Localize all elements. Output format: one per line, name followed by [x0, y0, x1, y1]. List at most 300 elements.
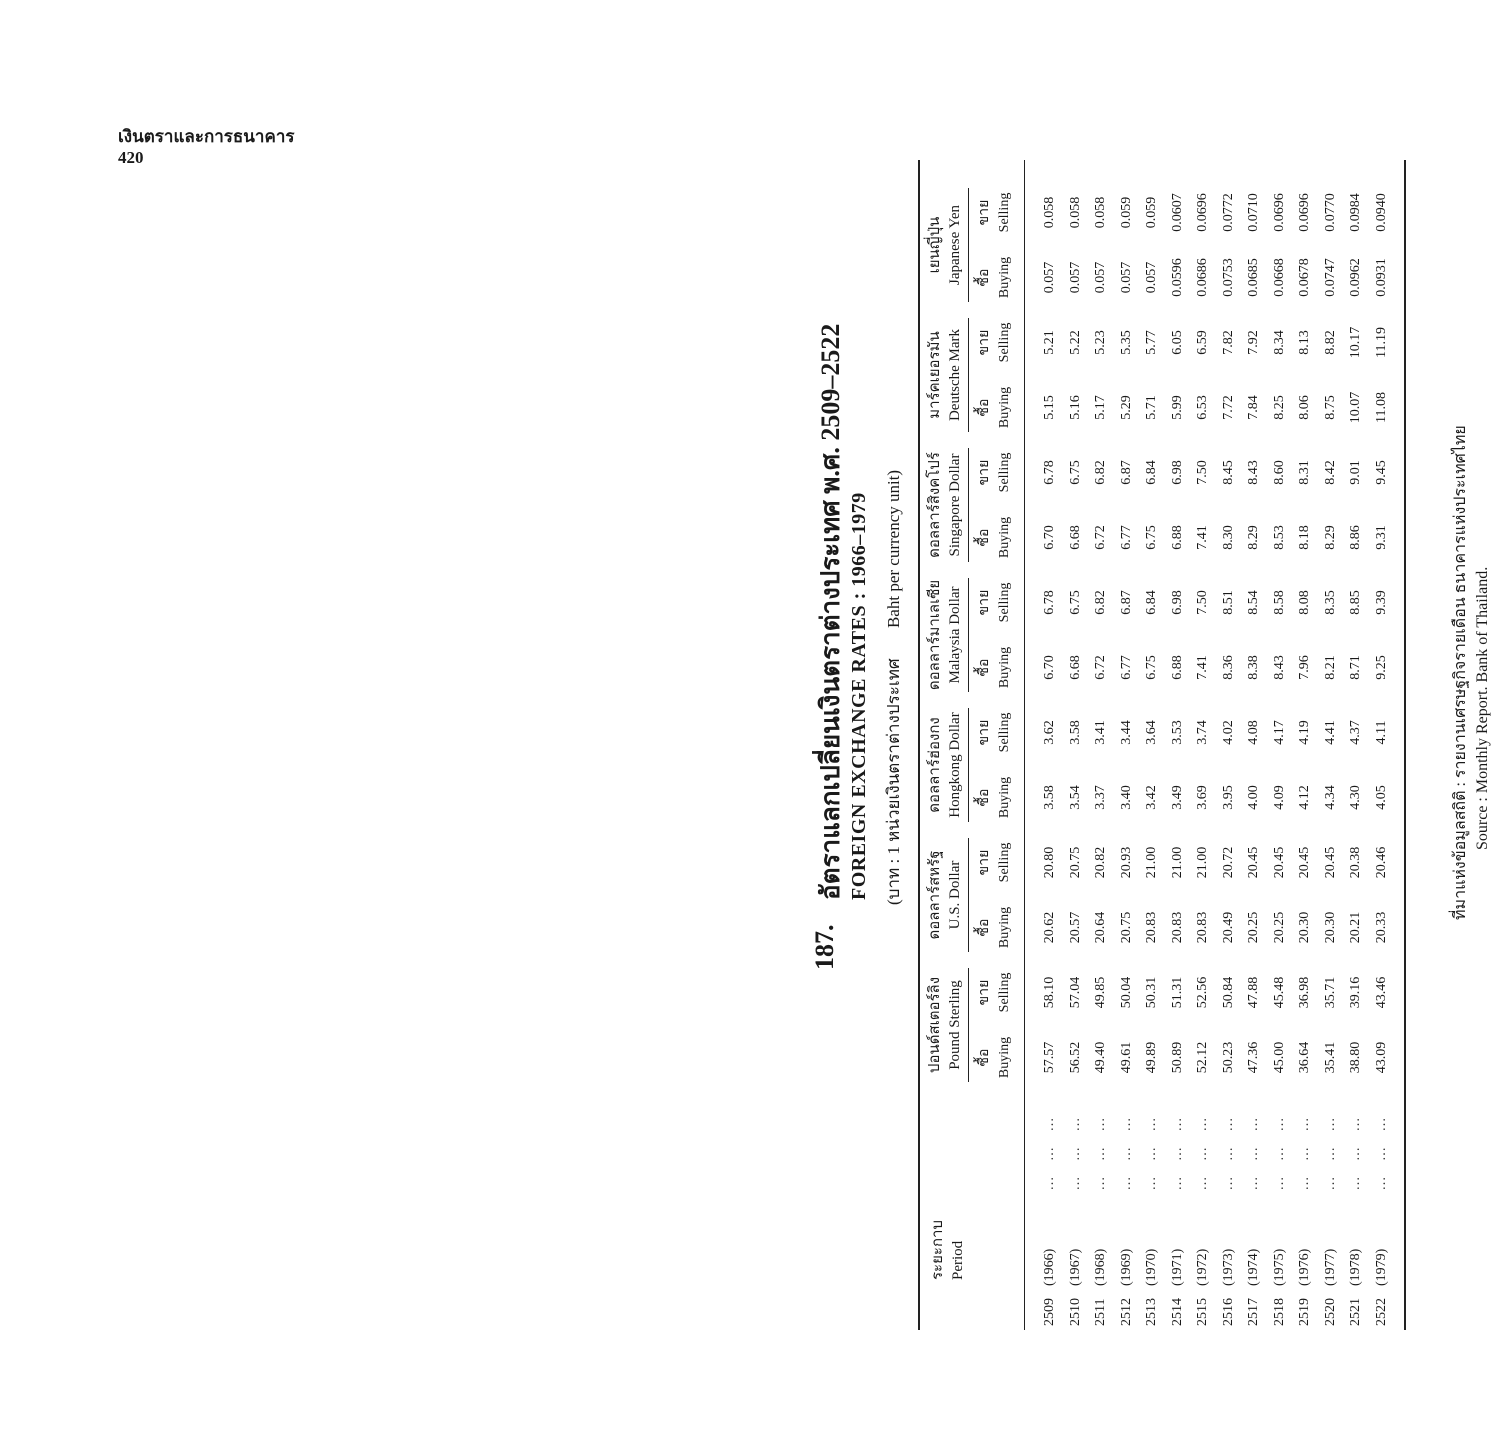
selling-label-thai: ขาย [977, 849, 992, 876]
selling-rate-cell: 47.88 [1246, 976, 1261, 1009]
buying-rate-cell: 20.57 [1067, 911, 1083, 944]
buying-rate-cell: 3.54 [1067, 785, 1083, 810]
currency-header-underline [968, 188, 969, 302]
selling-rate-cell: 5.22 [1067, 330, 1083, 355]
buddhist-year: 2511 [1093, 1298, 1108, 1326]
buying-rate-cell: 6.77 [1118, 525, 1134, 550]
buddhist-year: 2521 [1348, 1298, 1363, 1326]
selling-rate-cell: 8.54 [1246, 590, 1261, 615]
table-title-thai: อัตราแลกเปลี่ยนเงินตราต่างประเทศ พ.ศ. 2509–2522 [816, 323, 845, 900]
rotated-table-region [810, 170, 1510, 1410]
buying-rate-cell: 3.69 [1195, 785, 1210, 810]
selling-rate-cell: 4.41 [1322, 720, 1338, 745]
selling-label-thai: ขาย [977, 459, 992, 486]
buying-rate-cell: 6.70 [1042, 655, 1057, 680]
currency-header-underline [968, 578, 969, 692]
selling-label-thai: ขาย [977, 329, 992, 356]
buddhist-year: 2510 [1067, 1298, 1083, 1326]
selling-rate-cell: 6.78 [1042, 460, 1057, 485]
selling-rate-cell: 5.35 [1118, 330, 1134, 355]
buying-rate-cell: 20.83 [1169, 911, 1185, 944]
christian-year: (1975) [1271, 1248, 1287, 1286]
leader-dots: … … … [1271, 1111, 1287, 1191]
selling-rate-cell: 6.82 [1093, 590, 1108, 615]
buying-rate-cell: 6.72 [1093, 655, 1108, 680]
currency-header-underline [968, 968, 969, 1082]
selling-rate-cell: 8.31 [1297, 460, 1312, 485]
currency-name-english: Singapore Dollar [947, 453, 963, 557]
buying-rate-cell: 3.49 [1169, 785, 1185, 810]
selling-rate-cell: 8.82 [1322, 330, 1338, 355]
unit-note-english: Baht per currency unit) [884, 469, 903, 629]
buying-rate-cell: 0.0685 [1246, 258, 1261, 297]
selling-rate-cell: 35.71 [1322, 976, 1338, 1009]
selling-rate-cell: 8.42 [1322, 460, 1338, 485]
selling-label: Selling [997, 322, 1012, 363]
selling-rate-cell: 51.31 [1169, 976, 1185, 1009]
buying-rate-cell: 20.62 [1042, 911, 1057, 944]
buying-rate-cell: 50.89 [1169, 1041, 1185, 1074]
selling-rate-cell: 0.0696 [1271, 193, 1287, 232]
selling-label: Selling [997, 192, 1012, 233]
buying-label: Buying [997, 256, 1012, 299]
buying-rate-cell: 6.72 [1093, 525, 1108, 550]
currency-name-thai: มาร์คเยอรมัน [927, 331, 943, 419]
buying-rate-cell: 6.53 [1195, 395, 1210, 420]
buying-rate-cell: 7.41 [1195, 655, 1210, 680]
selling-rate-cell: 0.0607 [1169, 193, 1185, 232]
buying-rate-cell: 6.75 [1144, 525, 1159, 550]
currency-name-thai: ดอลลาร์ฮ่องกง [927, 717, 943, 813]
currency-header-underline [968, 838, 969, 952]
table-top-rule [918, 160, 920, 1330]
currency-name-english: Deutsche Mark [947, 328, 963, 422]
buying-rate-cell: 0.057 [1093, 261, 1108, 294]
currency-name-thai: เยนญี่ปุ่น [927, 216, 943, 274]
selling-rate-cell: 20.45 [1322, 846, 1338, 879]
selling-rate-cell: 0.0984 [1348, 193, 1363, 232]
buying-rate-cell: 20.49 [1220, 911, 1236, 944]
selling-rate-cell: 9.01 [1348, 460, 1363, 485]
buying-rate-cell: 0.0931 [1373, 258, 1389, 297]
buying-rate-cell: 0.057 [1144, 261, 1159, 294]
selling-label-thai: ขาย [977, 719, 992, 746]
leader-dots: … … … [1348, 1111, 1363, 1191]
selling-rate-cell: 7.82 [1220, 330, 1236, 355]
selling-rate-cell: 6.59 [1195, 330, 1210, 355]
buying-rate-cell: 8.18 [1297, 525, 1312, 550]
buying-rate-cell: 8.30 [1220, 525, 1236, 550]
selling-rate-cell: 49.85 [1093, 976, 1108, 1009]
christian-year: (1970) [1144, 1248, 1159, 1286]
buying-rate-cell: 38.80 [1348, 1041, 1363, 1074]
selling-label: Selling [997, 712, 1012, 753]
buying-label-thai: ซื้อ [977, 788, 992, 807]
selling-rate-cell: 0.058 [1067, 196, 1083, 229]
leader-dots: … … … [1067, 1111, 1083, 1191]
selling-rate-cell: 0.0696 [1195, 193, 1210, 232]
unit-note-thai: (บาท : 1 หน่วยเงินตราต่างประเทศ [884, 658, 903, 905]
selling-label: Selling [997, 452, 1012, 493]
selling-rate-cell: 6.05 [1169, 330, 1185, 355]
selling-rate-cell: 8.43 [1246, 460, 1261, 485]
selling-label-thai: ขาย [977, 199, 992, 226]
buying-rate-cell: 49.61 [1118, 1041, 1134, 1074]
table-title-english: FOREIGN EXCHANGE RATES : 1966–1979 [848, 492, 870, 900]
selling-rate-cell: 3.53 [1169, 720, 1185, 745]
buying-rate-cell: 20.30 [1322, 911, 1338, 944]
buying-rate-cell: 3.95 [1220, 785, 1236, 810]
table-row [1272, 160, 1294, 1330]
christian-year: (1974) [1246, 1248, 1261, 1286]
buying-label-thai: ซื้อ [977, 528, 992, 547]
buddhist-year: 2519 [1297, 1298, 1312, 1326]
buying-rate-cell: 8.71 [1348, 655, 1363, 680]
buying-rate-cell: 20.83 [1195, 911, 1210, 944]
table-row [1170, 160, 1192, 1330]
currency-name-english: Pound Sterling [947, 980, 963, 1070]
buddhist-year: 2520 [1322, 1298, 1338, 1326]
selling-rate-cell: 4.19 [1297, 720, 1312, 745]
selling-rate-cell: 6.87 [1118, 460, 1134, 485]
selling-rate-cell: 50.84 [1220, 976, 1236, 1009]
selling-rate-cell: 8.51 [1220, 590, 1236, 615]
leader-dots: … … … [1169, 1111, 1185, 1191]
selling-rate-cell: 8.34 [1271, 330, 1287, 355]
currency-name-thai: ดอลลาร์สิงคโปร์ [927, 452, 943, 558]
selling-rate-cell: 3.62 [1042, 720, 1057, 745]
buying-rate-cell: 4.05 [1373, 785, 1389, 810]
table-row [1246, 160, 1268, 1330]
buying-rate-cell: 8.86 [1348, 525, 1363, 550]
selling-rate-cell: 45.48 [1271, 976, 1287, 1009]
section-title: เงินตราและการธนาคาร [118, 127, 295, 146]
buying-rate-cell: 56.52 [1067, 1041, 1083, 1074]
buying-rate-cell: 0.0753 [1220, 258, 1236, 297]
table-row [1144, 160, 1166, 1330]
buying-rate-cell: 8.21 [1322, 655, 1338, 680]
page-number: 420 [118, 148, 144, 167]
selling-rate-cell: 20.93 [1118, 846, 1134, 879]
buying-label: Buying [997, 906, 1012, 949]
selling-rate-cell: 50.04 [1118, 976, 1134, 1009]
selling-rate-cell: 20.45 [1246, 846, 1261, 879]
table-row [1221, 160, 1243, 1330]
selling-rate-cell: 4.11 [1373, 720, 1389, 745]
buying-rate-cell: 0.057 [1067, 261, 1083, 294]
buddhist-year: 2513 [1144, 1298, 1159, 1326]
table-row [1068, 160, 1090, 1330]
buying-label-thai: ซื้อ [977, 268, 992, 287]
selling-rate-cell: 0.0696 [1297, 193, 1312, 232]
selling-rate-cell: 5.77 [1144, 330, 1159, 355]
buying-rate-cell: 5.99 [1169, 395, 1185, 420]
buying-rate-cell: 8.53 [1271, 525, 1287, 550]
selling-rate-cell: 20.45 [1271, 846, 1287, 879]
selling-rate-cell: 6.78 [1042, 590, 1057, 615]
christian-year: (1969) [1118, 1248, 1134, 1286]
buying-rate-cell: 20.25 [1271, 911, 1287, 944]
selling-label: Selling [997, 972, 1012, 1013]
buying-rate-cell: 20.75 [1118, 911, 1134, 944]
selling-rate-cell: 3.74 [1195, 720, 1210, 745]
buying-rate-cell: 20.30 [1297, 911, 1312, 944]
buying-rate-cell: 47.36 [1246, 1041, 1261, 1074]
buying-rate-cell: 0.0686 [1195, 258, 1210, 297]
buying-rate-cell: 0.0678 [1297, 258, 1312, 297]
selling-rate-cell: 0.059 [1118, 196, 1134, 229]
selling-rate-cell: 6.84 [1144, 460, 1159, 485]
buying-rate-cell: 35.41 [1322, 1041, 1338, 1074]
table-row [1374, 160, 1396, 1330]
buying-rate-cell: 0.0668 [1271, 258, 1287, 297]
table-row [1042, 160, 1064, 1330]
selling-rate-cell: 0.0770 [1322, 193, 1338, 232]
selling-rate-cell: 20.72 [1220, 846, 1236, 879]
period-header [928, 1170, 968, 1280]
buying-rate-cell: 49.40 [1093, 1041, 1108, 1074]
currency-header-underline [968, 318, 969, 432]
buying-rate-cell: 20.25 [1246, 911, 1261, 944]
selling-rate-cell: 57.04 [1067, 976, 1083, 1009]
buddhist-year: 2516 [1220, 1298, 1236, 1326]
currency-name-english: Hongkong Dollar [947, 712, 963, 818]
selling-rate-cell: 6.98 [1169, 460, 1185, 485]
selling-rate-cell: 9.45 [1373, 460, 1389, 485]
currency-name-thai: ดอลลาร์มาเลเซีย [927, 579, 943, 691]
selling-rate-cell: 43.46 [1373, 976, 1389, 1009]
selling-rate-cell: 21.00 [1144, 846, 1159, 879]
selling-rate-cell: 8.85 [1348, 590, 1363, 615]
unit-note [880, 470, 907, 905]
buying-rate-cell: 11.08 [1373, 392, 1389, 423]
selling-rate-cell: 58.10 [1042, 976, 1057, 1009]
buddhist-year: 2514 [1169, 1298, 1185, 1326]
currency-name-english: Japanese Yen [947, 205, 963, 285]
buying-rate-cell: 8.29 [1322, 525, 1338, 550]
selling-rate-cell: 3.64 [1144, 720, 1159, 745]
selling-rate-cell: 0.0940 [1373, 193, 1389, 232]
buying-rate-cell: 4.30 [1348, 785, 1363, 810]
buying-rate-cell: 3.40 [1118, 785, 1134, 810]
selling-rate-cell: 6.84 [1144, 590, 1159, 615]
selling-rate-cell: 6.87 [1118, 590, 1134, 615]
selling-rate-cell: 36.98 [1297, 976, 1312, 1009]
currency-name-english: U.S. Dollar [947, 860, 963, 930]
buddhist-year: 2512 [1118, 1298, 1134, 1326]
christian-year: (1968) [1093, 1248, 1108, 1286]
selling-label-thai: ขาย [977, 979, 992, 1006]
buying-rate-cell: 8.25 [1271, 395, 1287, 420]
buying-rate-cell: 6.75 [1144, 655, 1159, 680]
currency-header-underline [968, 448, 969, 562]
buying-rate-cell: 5.15 [1042, 395, 1057, 420]
selling-rate-cell: 39.16 [1348, 976, 1363, 1009]
selling-rate-cell: 21.00 [1195, 846, 1210, 879]
christian-year: (1971) [1169, 1248, 1185, 1286]
christian-year: (1977) [1322, 1248, 1338, 1286]
buying-rate-cell: 7.96 [1297, 655, 1312, 680]
selling-rate-cell: 20.75 [1067, 846, 1083, 879]
buying-label: Buying [997, 646, 1012, 689]
buying-rate-cell: 6.70 [1042, 525, 1057, 550]
buying-rate-cell: 8.75 [1322, 395, 1338, 420]
selling-rate-cell: 8.45 [1220, 460, 1236, 485]
buying-rate-cell: 52.12 [1195, 1041, 1210, 1074]
leader-dots: … … … [1373, 1111, 1389, 1191]
leader-dots: … … … [1195, 1111, 1210, 1191]
selling-rate-cell: 21.00 [1169, 846, 1185, 879]
buying-rate-cell: 6.68 [1067, 655, 1083, 680]
buying-rate-cell: 7.41 [1195, 525, 1210, 550]
buying-rate-cell: 4.09 [1271, 785, 1287, 810]
buying-rate-cell: 4.34 [1322, 785, 1338, 810]
buddhist-year: 2515 [1195, 1298, 1210, 1326]
buying-rate-cell: 8.06 [1297, 395, 1312, 420]
buying-rate-cell: 5.29 [1118, 395, 1134, 420]
buying-label: Buying [997, 1036, 1012, 1079]
buying-label-thai: ซื้อ [977, 1048, 992, 1067]
leader-dots: … … … [1322, 1111, 1338, 1191]
buying-rate-cell: 4.12 [1297, 785, 1312, 810]
buying-rate-cell: 5.71 [1144, 395, 1159, 420]
buying-rate-cell: 6.68 [1067, 525, 1083, 550]
buying-label-thai: ซื้อ [977, 918, 992, 937]
selling-rate-cell: 20.80 [1042, 846, 1057, 879]
buying-rate-cell: 43.09 [1373, 1041, 1389, 1074]
buying-label: Buying [997, 776, 1012, 819]
buddhist-year: 2518 [1271, 1298, 1287, 1326]
leader-dots: … … … [1297, 1111, 1312, 1191]
table-bottom-rule [1404, 160, 1406, 1330]
christian-year: (1973) [1220, 1248, 1236, 1286]
selling-label: Selling [997, 582, 1012, 623]
buying-label-thai: ซื้อ [977, 658, 992, 677]
selling-rate-cell: 4.17 [1271, 720, 1287, 745]
leader-dots: … … … [1220, 1111, 1236, 1191]
buying-rate-cell: 5.16 [1067, 395, 1083, 420]
source-note-english: Source : Monthly Report. Bank of Thailand. [1474, 566, 1491, 850]
christian-year: (1976) [1297, 1248, 1312, 1286]
buying-rate-cell: 10.07 [1348, 391, 1363, 424]
table-row [1323, 160, 1345, 1330]
buying-rate-cell: 9.31 [1373, 525, 1389, 550]
selling-rate-cell: 8.13 [1297, 330, 1312, 355]
table-row [1119, 160, 1141, 1330]
leader-dots: … … … [1093, 1111, 1108, 1191]
selling-rate-cell: 11.19 [1373, 327, 1389, 358]
buying-rate-cell: 6.88 [1169, 655, 1185, 680]
selling-rate-cell: 0.058 [1093, 196, 1108, 229]
selling-rate-cell: 0.058 [1042, 196, 1057, 229]
selling-rate-cell: 20.46 [1373, 846, 1389, 879]
buying-rate-cell: 0.0747 [1322, 258, 1338, 297]
buying-label-thai: ซื้อ [977, 398, 992, 417]
currency-name-thai: ปอนด์สเตอร์ลิง [927, 976, 943, 1074]
buying-rate-cell: 20.21 [1348, 911, 1363, 944]
selling-rate-cell: 6.75 [1067, 460, 1083, 485]
selling-rate-cell: 4.37 [1348, 720, 1363, 745]
christian-year: (1978) [1348, 1248, 1363, 1286]
currency-name-english: Malaysia Dollar [947, 586, 963, 684]
buying-rate-cell: 9.25 [1373, 655, 1389, 680]
buying-rate-cell: 0.0962 [1348, 258, 1363, 297]
buying-rate-cell: 0.057 [1118, 261, 1134, 294]
selling-rate-cell: 20.82 [1093, 846, 1108, 879]
selling-rate-cell: 5.21 [1042, 330, 1057, 355]
selling-rate-cell: 8.08 [1297, 590, 1312, 615]
selling-rate-cell: 7.92 [1246, 330, 1261, 355]
page-header [118, 126, 295, 168]
selling-rate-cell: 6.98 [1169, 590, 1185, 615]
period-header-thai: ระยะกาบ [930, 1220, 946, 1280]
buying-rate-cell: 0.057 [1042, 261, 1057, 294]
buying-rate-cell: 3.37 [1093, 785, 1108, 810]
christian-year: (1967) [1067, 1248, 1083, 1286]
leader-dots: … … … [1144, 1111, 1159, 1191]
buying-rate-cell: 7.72 [1220, 395, 1236, 420]
buying-rate-cell: 5.17 [1093, 395, 1108, 420]
buying-label: Buying [997, 386, 1012, 429]
buying-rate-cell: 50.23 [1220, 1041, 1236, 1074]
selling-rate-cell: 3.58 [1067, 720, 1083, 745]
period-header-english: Period [950, 1240, 966, 1280]
buying-rate-cell: 45.00 [1271, 1041, 1287, 1074]
buddhist-year: 2509 [1042, 1298, 1057, 1326]
buying-rate-cell: 20.33 [1373, 911, 1389, 944]
buying-rate-cell: 20.64 [1093, 911, 1108, 944]
selling-rate-cell: 5.23 [1093, 330, 1108, 355]
selling-rate-cell: 6.82 [1093, 460, 1108, 485]
selling-rate-cell: 4.02 [1220, 720, 1236, 745]
selling-rate-cell: 10.17 [1348, 326, 1363, 359]
buying-rate-cell: 0.0596 [1169, 258, 1185, 297]
selling-rate-cell: 8.35 [1322, 590, 1338, 615]
selling-rate-cell: 50.31 [1144, 976, 1159, 1009]
buying-rate-cell: 8.43 [1271, 655, 1287, 680]
selling-rate-cell: 20.45 [1297, 846, 1312, 879]
buying-rate-cell: 4.00 [1246, 785, 1261, 810]
buying-rate-cell: 49.89 [1144, 1041, 1159, 1074]
selling-label-thai: ขาย [977, 589, 992, 616]
selling-rate-cell: 4.08 [1246, 720, 1261, 745]
selling-rate-cell: 9.39 [1373, 590, 1389, 615]
table-row [1195, 160, 1217, 1330]
selling-rate-cell: 7.50 [1195, 460, 1210, 485]
table-number: 187. [810, 924, 839, 970]
source-note-thai: ที่มาแห่งข้อมูลสถิติ : รายงานเศรษฐกิจรายเดือน ธนาคารแห่งประเทศไทย [1452, 425, 1469, 920]
selling-rate-cell: 6.75 [1067, 590, 1083, 615]
buying-rate-cell: 3.58 [1042, 785, 1057, 810]
selling-rate-cell: 20.38 [1348, 846, 1363, 879]
buying-rate-cell: 36.64 [1297, 1041, 1312, 1074]
buying-rate-cell: 6.77 [1118, 655, 1134, 680]
buying-rate-cell: 57.57 [1042, 1041, 1057, 1074]
selling-rate-cell: 8.58 [1271, 590, 1287, 615]
currency-name-thai: ดอลลาร์สหรัฐ [927, 850, 943, 940]
selling-rate-cell: 3.44 [1118, 720, 1134, 745]
table-row [1093, 160, 1115, 1330]
selling-rate-cell: 0.0710 [1246, 193, 1261, 232]
table-row [1348, 160, 1370, 1330]
leader-dots: … … … [1042, 1111, 1057, 1191]
selling-rate-cell: 0.059 [1144, 196, 1159, 229]
table-header-rule [1024, 160, 1025, 1330]
table-row [1297, 160, 1319, 1330]
buying-rate-cell: 20.83 [1144, 911, 1159, 944]
selling-rate-cell: 0.0772 [1220, 193, 1236, 232]
selling-rate-cell: 7.50 [1195, 590, 1210, 615]
